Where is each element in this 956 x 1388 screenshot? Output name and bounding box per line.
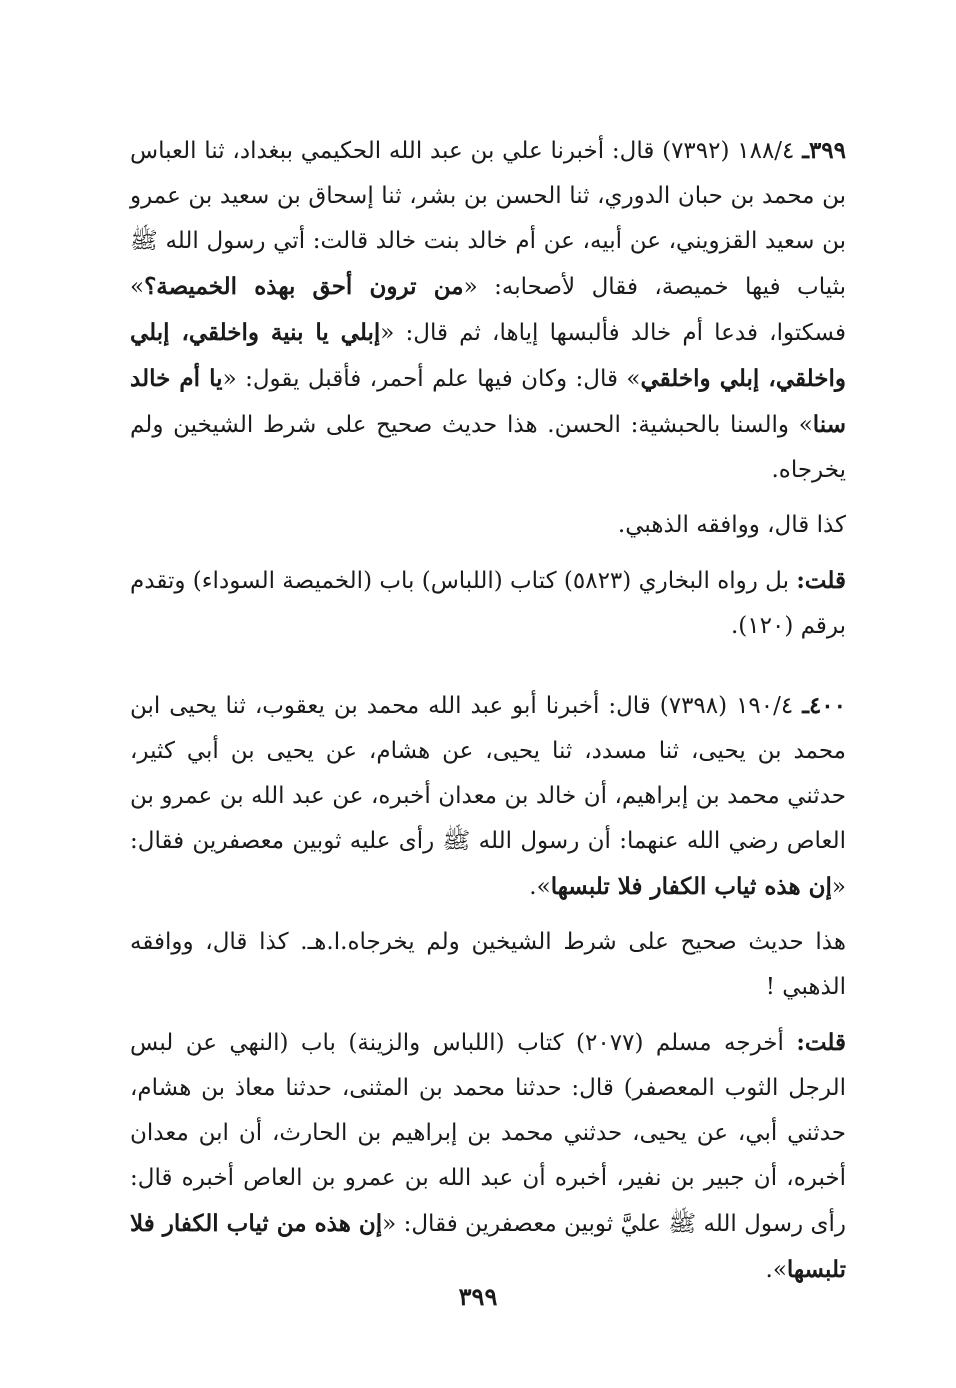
hadith-text: » والسنا بالحبشية: الحسن. هذا حديث صحيح على شرط الشيخين ولم يخرجاه. — [130, 412, 846, 483]
hadith-text: ١٨٨/٤ (٧٣٩٢) قال: أخبرنا علي بن عبد الله الحكيمي ببغداد، ثنا العباس بن محمد بن حبان الدوري، ثنا الحسن بن بشر، ثنا إسحاق بن سعيد بن عمرو بن سعيد القزويني، عن أبيه، عن أم خالد بنت خالد قالت: أتي رسول الله ﷺ بثياب فيها خميصة، فقال لأصحابه: « — [130, 138, 847, 300]
page-body — [130, 128, 846, 1293]
hadith-number: ٣٩٩ـ — [802, 137, 847, 164]
hadith-399 — [130, 128, 846, 493]
prophetic-quote: إن هذه ثياب الكفار فلا تلبسها — [550, 873, 832, 900]
commentary-label: قلت: — [796, 567, 846, 594]
hadith-text: ». — [529, 874, 551, 900]
prophetic-quote: من ترون أحق بهذه الخميصة؟ — [144, 273, 464, 300]
hadith-text: » قال: وكان فيها علم أحمر، فأقبل يقول: « — [222, 366, 641, 392]
hadith-400 — [130, 683, 846, 910]
hadith-text: ١٩٠/٤ (٧٣٩٨) قال: أخبرنا أبو عبد الله محمد بن يعقوب، ثنا يحيى ابن محمد بن يحيى، ثنا مسدد، ثنا يحيى، عن هشام، عن يحيى بن أبي كثير، حدثني محمد بن إبراهيم، أن خالد بن معدان أخبره، عن عبد الله بن عمرو بن العاص رضي الله عنهما: أن رسول الله ﷺ رأى عليه ثوبين معصفرين فقال: « — [130, 693, 846, 900]
note-paragraph — [130, 920, 846, 1010]
commentary-text: أخرجه مسلم (٢٠٧٧) كتاب (اللباس والزينة) باب (النهي عن لبس الرجل الثوب المعصفر) قال: حدثنا محمد بن المثنى، حدثنا معاذ بن هشام، حدثني أبي، عن يحيى، حدثني محمد بن إبراهيم بن الحارث، أن ابن معدان أخبره، أن جبير بن نفير، أخبره أن عبد الله بن عمرو بن العاص أخبره قال: رأى رسول الله ﷺ عليَّ ثوبين معصفرين فقال: « — [130, 1030, 846, 1237]
note-text: كذا قال، ووافقه الذهبي. — [617, 512, 846, 538]
prophetic-quote: إبلي يا بنية واخلقي، إبلي واخلقي، إبلي واخلقي — [130, 319, 846, 392]
hadith-number: ٤٠٠ـ — [802, 692, 846, 719]
note-paragraph — [130, 503, 846, 548]
prophetic-quote: يا أم خالد سنا — [130, 365, 846, 438]
note-text: هذا حديث صحيح على شرط الشيخين ولم يخرجاه.ا.هـ. كذا قال، ووافقه الذهبي ! — [130, 929, 846, 1000]
commentary-text: بل رواه البخاري (٥٨٢٣) كتاب (اللباس) باب (الخميصة السوداء) وتقدم برقم (١٢٠). — [130, 568, 846, 639]
prophetic-quote: إن هذه من ثياب الكفار فلا تلبسها — [130, 1210, 846, 1283]
commentary-label: قلت: — [796, 1029, 847, 1056]
commentary-paragraph — [130, 558, 846, 649]
commentary-paragraph — [130, 1020, 846, 1293]
page-number: ٣٩٩ — [458, 1282, 498, 1311]
commentary-text: ». — [765, 1257, 787, 1283]
hadith-text: » فسكتوا، فدعا أم خالد فألبسها إياها، ثم قال: « — [130, 274, 846, 346]
